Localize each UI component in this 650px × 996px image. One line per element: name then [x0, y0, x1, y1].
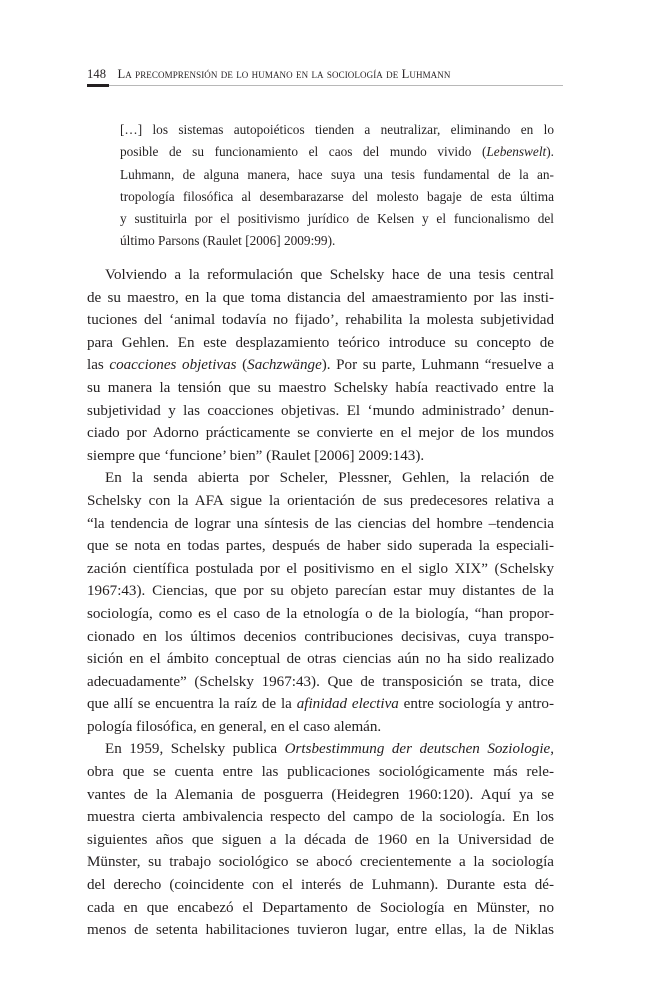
- body-line: muestra cierta ambivalencia respecto del campo de la sociología. En los: [87, 809, 554, 826]
- body-line: Münster, su trabajo sociológico se abocó crecientemente a la sociología: [87, 854, 554, 871]
- body-line: su manera la tensión que su maestro Schelsky había reactivado entre la: [87, 379, 554, 396]
- italic-term: Lebenswelt: [486, 144, 547, 160]
- body-line: que se nota en todas partes, después de haber sido superada la especiali-: [87, 538, 554, 555]
- body-line: “la tendencia de lograr una síntesis de las ciencias del hombre –tendencia: [87, 515, 554, 532]
- body-line: que allí se encuentra la raíz de la afinidad electiva entre sociología y antro-: [87, 696, 555, 713]
- body-line: En la senda abierta por Scheler, Plessner, Gehlen, la relación de: [105, 470, 554, 487]
- body-line: del derecho (coincidente con el interés de Luhmann). Durante esta dé-: [87, 877, 554, 894]
- body-line: Schelsky con la AFA sigue la orientación de sus predecesores relativa a: [87, 492, 554, 509]
- body-line: subjetividad y las coacciones objetivas. El ‘mundo administrado’ denun-: [87, 402, 554, 419]
- body-line: sociología, como es el caso de la etnología o de la biología, “han propor-: [87, 605, 554, 622]
- page-number: 148: [87, 67, 107, 81]
- body-line: siempre que ‘funcione’ bien” (Raulet [2006] 2009:143).: [87, 447, 425, 464]
- running-title: La precomprensión de lo humano en la sociología de Luhmann: [117, 67, 451, 81]
- body-line: zación científica postulada por el positivismo en el siglo XIX” (Schelsky: [87, 560, 554, 577]
- header-rule: [109, 85, 563, 86]
- body-line: cionado en los últimos decenios contribuciones decisivas, cuya transpo-: [87, 628, 554, 645]
- body-line: vantes de la Alemania de posguerra (Heidegren 1960:120). Aquí ya se: [87, 786, 554, 803]
- italic-term: Sachzwänge: [247, 357, 322, 374]
- body-line: de su maestro, en la que toma distancia del amaestramiento por las insti-: [87, 289, 554, 306]
- body-line: ciado por Adorno prácticamente se convierte en el mejor de los mundos: [87, 425, 554, 442]
- quote-line: y sustituirla por el positivismo jurídico de Kelsen y el funcionalismo del: [120, 211, 554, 227]
- body-line: para Gehlen. En este desplazamiento teórico introduce su concepto de: [87, 334, 554, 351]
- quote-line: […] los sistemas autopoiéticos tienden a neutralizar, eliminando en lo: [120, 122, 554, 137]
- body-line: siguientes años que siguen a la década de 1960 en la Universidad de: [87, 831, 554, 848]
- quote-line: último Parsons (Raulet [2006] 2009:99).: [120, 233, 336, 249]
- quote-line: posible de su funcionamiento el caos del mundo vivido (Lebenswelt).: [120, 144, 554, 160]
- italic-title: Ortsbestimmung der deutschen Soziologie: [284, 741, 551, 758]
- body-line: pología filosófica, en general, en el caso alemán.: [87, 718, 382, 735]
- body-line: menos de setenta habilitaciones tuvieron lugar, entre ellas, la de Niklas: [87, 922, 554, 939]
- body-line: cada en que encabezó el Departamento de Sociología en Münster, no: [87, 899, 554, 916]
- header-rule-accent: [87, 84, 109, 87]
- body-line: Volviendo a la reformulación que Schelsky hace de una tesis central: [105, 267, 554, 283]
- body-line: obra que se cuenta entre las publicaciones sociológicamente más rele-: [87, 764, 554, 781]
- quote-line: tropología filosófica al desembarazarse del molesto bagaje de esta última: [120, 188, 554, 204]
- italic-term: afinidad electiva: [296, 696, 399, 713]
- running-header: [87, 66, 563, 82]
- italic-term: coacciones objetivas: [109, 357, 237, 374]
- body-line: tuciones del ‘animal todavía no fijado’, rehabilita la molesta subjetividad: [87, 312, 554, 329]
- body-line: 1967:43). Ciencias, que por su objeto parecían estar muy distantes de la: [87, 583, 554, 600]
- body-line: las coacciones objetivas (Sachzwänge). Por su parte, Luhmann “resuelve a: [87, 357, 554, 374]
- body-text: [87, 264, 554, 942]
- body-line: sición en el ámbito conceptual de otras ciencias aún no ha sido realizado: [87, 651, 554, 668]
- body-line: En 1959, Schelsky publica Ortsbestimmung der deutschen Soziologie,: [105, 741, 554, 758]
- body-line: adecuadamente” (Schelsky 1967:43). Que de transposición se trata, dice: [87, 673, 554, 690]
- quote-line: Luhmann, de alguna manera, hace suya una tesis fundamental de la an-: [120, 166, 554, 182]
- block-quote: [120, 119, 554, 253]
